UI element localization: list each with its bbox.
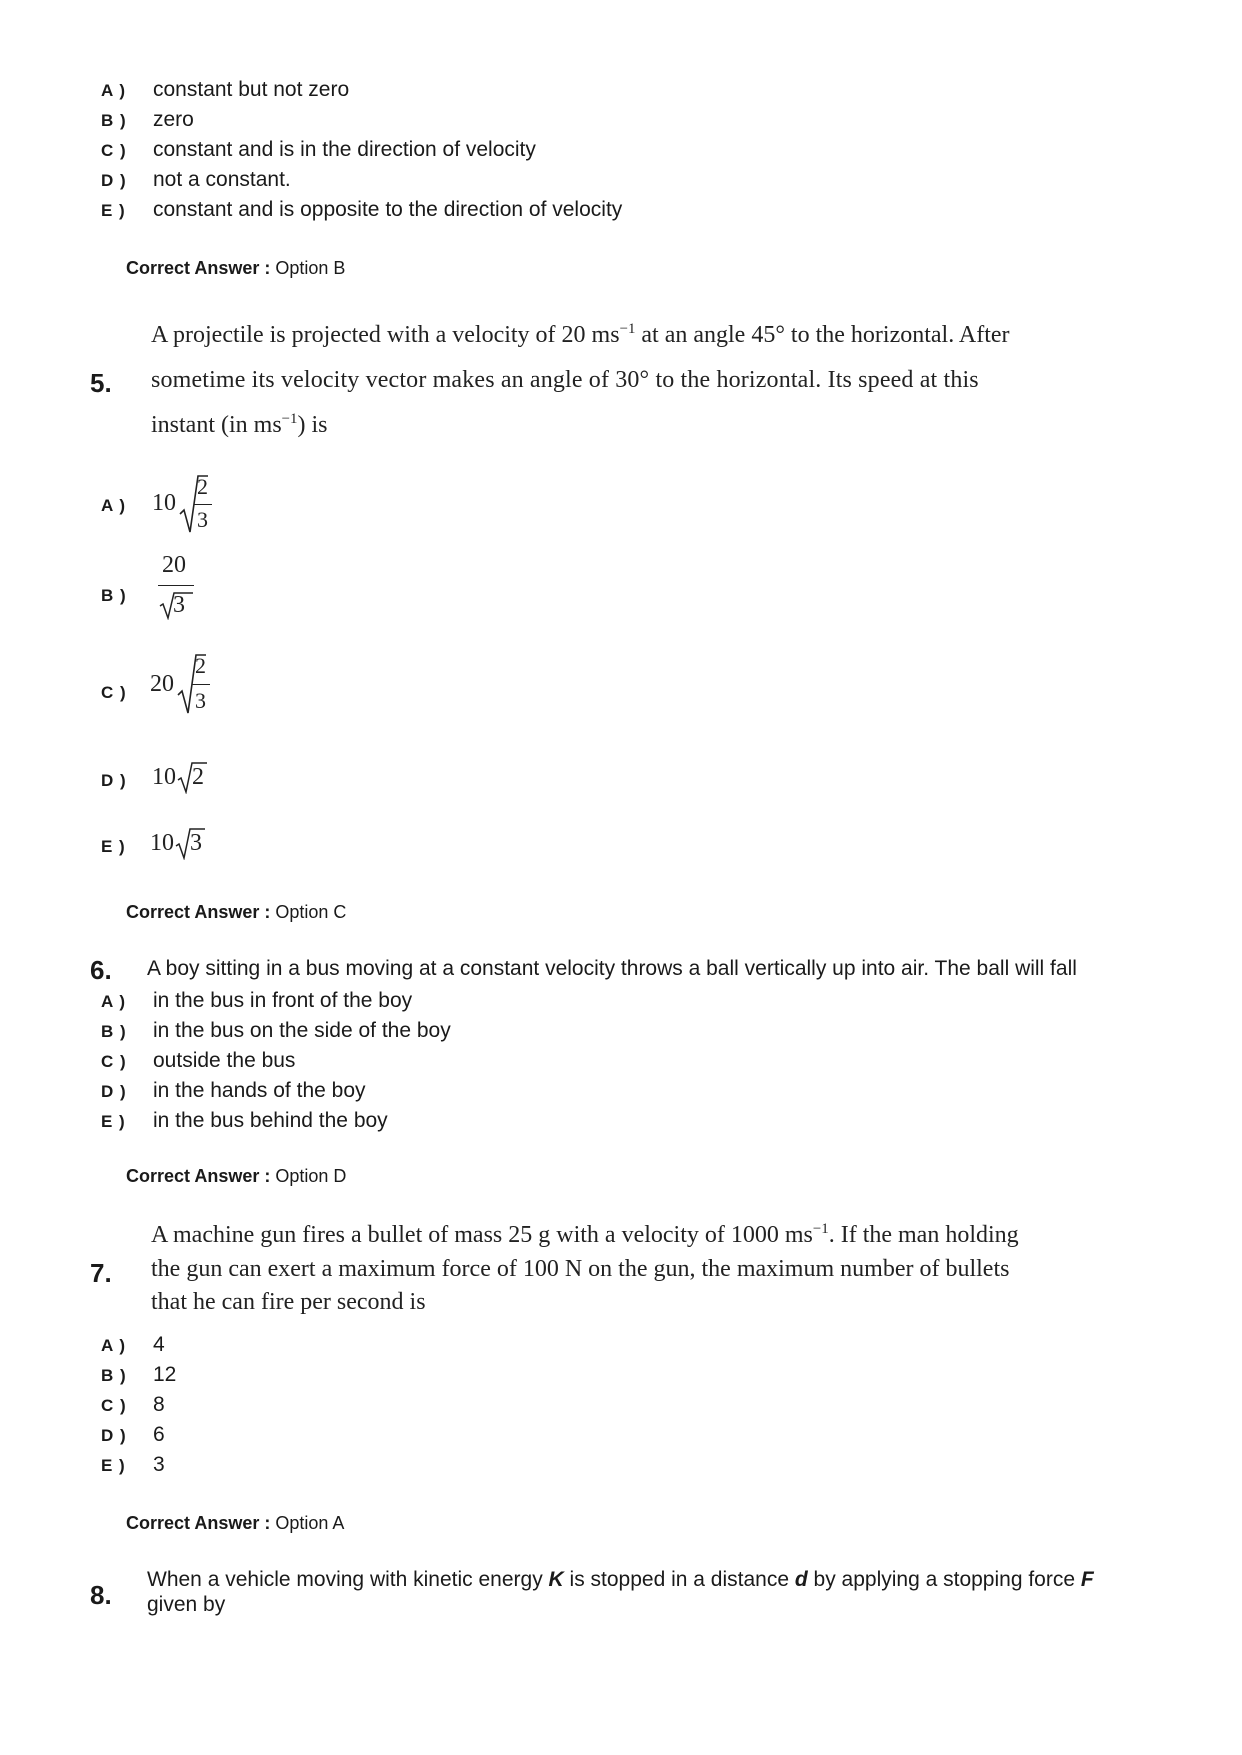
option-text: in the bus behind the boy bbox=[153, 1109, 388, 1132]
option-text: constant but not zero bbox=[153, 78, 350, 101]
option-label: E ) bbox=[101, 1112, 126, 1131]
math-coefficient: 20 bbox=[150, 671, 174, 697]
option-text: in the bus on the side of the boy bbox=[153, 1019, 451, 1042]
correct-answer-value: Option B bbox=[275, 258, 346, 278]
correct-answer bbox=[126, 258, 345, 279]
variable-f: F bbox=[1080, 1568, 1094, 1591]
option-label: D ) bbox=[101, 771, 127, 790]
option-text: in the bus in front of the boy bbox=[153, 989, 413, 1012]
question-text-line: that he can fire per second is bbox=[151, 1289, 426, 1315]
fraction-bar bbox=[158, 585, 194, 586]
correct-answer bbox=[126, 1166, 346, 1187]
option-text: not a constant. bbox=[153, 168, 291, 191]
option-label: C ) bbox=[101, 141, 127, 160]
option-label: B ) bbox=[101, 586, 127, 605]
fraction-bar bbox=[194, 504, 212, 505]
variable-d: d bbox=[794, 1568, 808, 1591]
question-text-line: the gun can exert a maximum force of 100 N on the gun, the maximum number of bullets bbox=[151, 1256, 1010, 1282]
option-text: constant and is in the direction of velocity bbox=[153, 138, 536, 161]
math-numerator: 2 bbox=[197, 474, 208, 499]
math-coefficient: 10 bbox=[152, 764, 176, 790]
option-label: E ) bbox=[101, 201, 126, 220]
math-denominator: 3 bbox=[173, 592, 185, 618]
math-expression bbox=[150, 653, 270, 719]
fraction-bar bbox=[192, 684, 210, 685]
correct-answer-label: Correct Answer : bbox=[126, 1513, 271, 1533]
option-text: 3 bbox=[153, 1453, 165, 1476]
question-number: 5. bbox=[90, 368, 112, 398]
option-text: zero bbox=[153, 108, 194, 131]
variable-k: K bbox=[548, 1568, 564, 1591]
option-text: 6 bbox=[153, 1423, 165, 1446]
correct-answer-value: Option D bbox=[275, 1166, 347, 1186]
math-numerator: 2 bbox=[195, 653, 206, 678]
math-coefficient: 10 bbox=[150, 830, 174, 856]
math-coefficient: 10 bbox=[152, 490, 176, 516]
option-text: constant and is opposite to the direction of velocity bbox=[153, 198, 623, 221]
math-denominator: 3 bbox=[195, 688, 206, 713]
correct-answer-value: Option C bbox=[275, 902, 347, 922]
question-text: A boy sitting in a bus moving at a constant velocity throws a ball vertically up into air. The ball will fall bbox=[147, 957, 1077, 980]
option-label: E ) bbox=[101, 1456, 126, 1475]
option-label: A ) bbox=[101, 1336, 127, 1355]
correct-answer bbox=[126, 1513, 344, 1534]
math-expression bbox=[152, 474, 272, 538]
question-text-line: A machine gun fires a bullet of mass 25 g with a velocity of 1000 $ms^{-1}$. If the man holding bbox=[151, 1221, 1019, 1248]
option-label: D ) bbox=[101, 1082, 127, 1101]
math-radicand: 3 bbox=[190, 830, 202, 856]
question-text-line: sometime its velocity vector makes an angle of 30° to the horizontal. Its speed at this bbox=[151, 367, 979, 393]
option-label: A ) bbox=[101, 992, 127, 1011]
question-text-line: When a vehicle moving with kinetic energy K is stopped in a distance d by applying a stopping force F bbox=[147, 1568, 1094, 1591]
question-number: 8. bbox=[90, 1580, 112, 1610]
question-number: 7. bbox=[90, 1258, 112, 1288]
question-text-line: instant (in $ms^{-1}$) is bbox=[151, 411, 328, 438]
option-label: B ) bbox=[101, 111, 127, 130]
question-text-line: given by bbox=[147, 1593, 226, 1616]
option-text: outside the bus bbox=[153, 1049, 296, 1072]
question-number: 6. bbox=[90, 955, 112, 985]
option-label: B ) bbox=[101, 1366, 127, 1385]
math-expression bbox=[156, 552, 236, 622]
option-label: E ) bbox=[101, 837, 126, 856]
option-text: 12 bbox=[153, 1363, 177, 1386]
correct-answer-value: Option A bbox=[275, 1513, 345, 1533]
option-text: in the hands of the boy bbox=[153, 1079, 366, 1102]
option-label: B ) bbox=[101, 1022, 127, 1041]
correct-answer-label: Correct Answer : bbox=[126, 1166, 271, 1186]
correct-answer-label: Correct Answer : bbox=[126, 902, 271, 922]
option-label: D ) bbox=[101, 1426, 127, 1445]
option-text: 4 bbox=[153, 1333, 165, 1356]
math-expression bbox=[150, 826, 230, 862]
option-label: A ) bbox=[101, 496, 127, 515]
option-label: C ) bbox=[101, 1052, 127, 1071]
option-label: C ) bbox=[101, 1396, 127, 1415]
option-label: D ) bbox=[101, 171, 127, 190]
option-label: A ) bbox=[101, 81, 127, 100]
option-label: C ) bbox=[101, 683, 127, 702]
question-text-line: A projectile is projected with a velocity of 20 $ms^{-1}$ at an angle 45° to the horizontal. After bbox=[151, 321, 1010, 348]
correct-answer-label: Correct Answer : bbox=[126, 258, 271, 278]
correct-answer bbox=[126, 902, 346, 923]
option-text: 8 bbox=[153, 1393, 165, 1416]
math-numerator: 20 bbox=[162, 552, 186, 578]
math-denominator: 3 bbox=[197, 507, 208, 532]
math-radicand: 2 bbox=[192, 764, 204, 790]
math-expression bbox=[152, 760, 232, 796]
